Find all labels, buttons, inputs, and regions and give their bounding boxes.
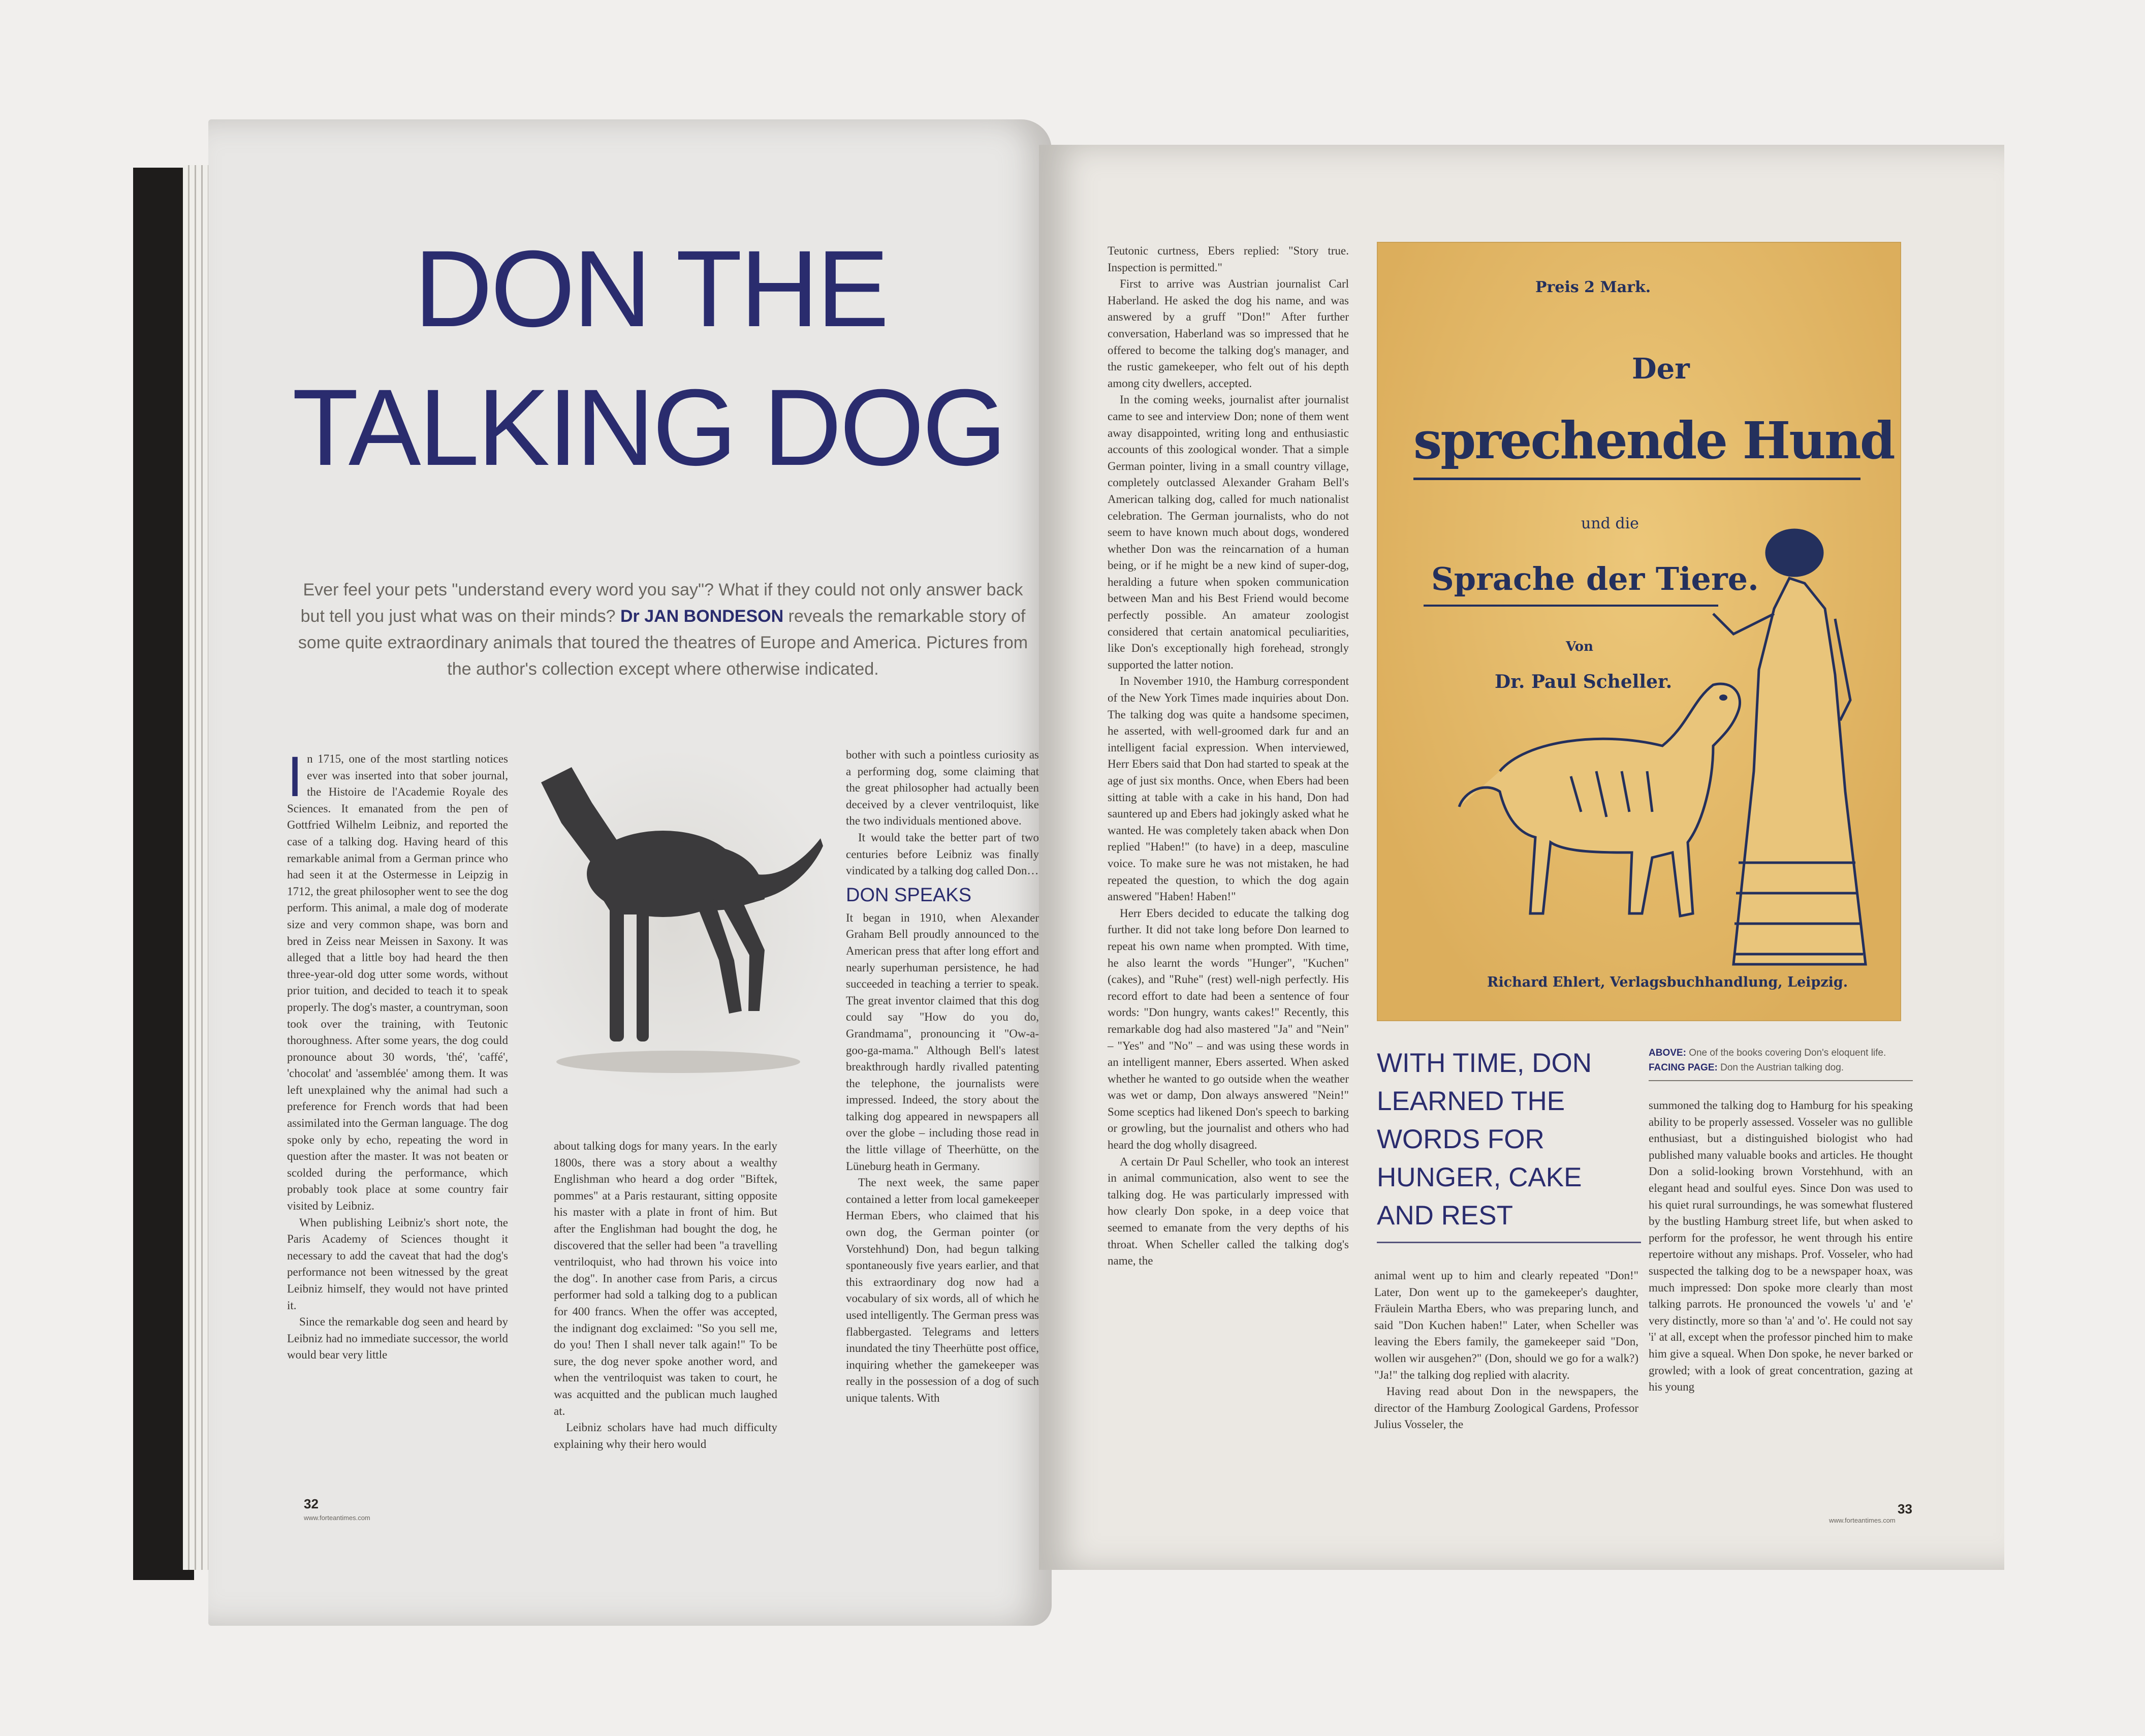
paragraph: Since the remarkable dog seen and heard by Leibniz had no immediate successor, the world would bear very little [287,1315,508,1362]
paragraph: First to arrive was Austrian journalist Carl Haberland. He asked the dog his name, and was answered by a gruff "Don!" After further conversation, Haberland was so impressed that he offered to become the talking dog's manager, and the rustic gamekeeper, who felt out of his depth among city dwellers, accepted. [1108,277,1349,390]
headline-line-1: DON THE [414,228,888,350]
paragraph: A certain Dr Paul Scheller, who took an interest in animal communication, also went to see the talking dog. He was particularly impressed with how clearly Don spoke, in a deep voice that seemed to emanate from the very depths of his throat. When Scheller called the talking dog's name, the [1108,1155,1349,1268]
cover-subtitle: Sprache der Tiere. [1431,560,1759,597]
left-column-1 [287,745,509,1364]
caption-facing-label: FACING PAGE: [1649,1062,1718,1073]
page-number-right: 33 [1898,1501,1912,1517]
standfirst-text-1: Ever feel your pets "understand every word you say"? What if they could not only answer back but tell you just what was on their minds? [300,580,1023,626]
caption-above-label: ABOVE: [1649,1048,1686,1058]
cover-author: Dr. Paul Scheller. [1495,671,1673,692]
dog-silhouette [511,747,836,1102]
paragraph: Herr Ebers decided to educate the talking dog further. It did not take long before Don learned to repeat his own name when prompted. With time, he also learnt the words "Hunger", "Kuchen" (cakes), and "Ruhe" (rest) well-nigh perfectly. His record effort to date had been a sentence of four words: "Don hungry, wants cakes!" Recently, this remarkable dog had also mastered "Ja" and "Nein" – "Yes" and "No" – and was using these words in an intelligent manner, Ebers asserted. When asked whether he wanted to go outside when the weather was wet or damp, Don always answered "Nein!" Some sceptics had likened Don's speech to barking or growling, but the journalist and others who had heard the dog wholly disagreed. [1108,906,1349,1152]
paragraph: In November 1910, the Hamburg correspondent of the New York Times made inquiries about Don. The talking dog was quite a handsome specimen, he asserted, with well-groomed dark fur and an intelligent facial expression. When interviewed, Herr Ebers said that Don had started to speak at the age of just six months. Once, when Ebers had been sitting at table with a cake in his hand, Don had sauntered up and Ebers had jokingly asked what he wanted. He was completely taken aback when Don replied "Haben!" (to have) in a deep, masculine voice. To make sure he was not mistaken, he had repeated the question, to which the dog again answered "Haben! Haben!" [1108,675,1349,903]
paragraph: When publishing Leibniz's short note, the Paris Academy of Sciences thought it necessary to add the caveat that had the dog's performance not been witnessed by the great Leibniz himself, they would not have printed it. [287,1216,508,1312]
paragraph: about talking dogs for many years. In the early 1800s, there was a story about a wealthy Englishman who heard a dog order "Biftek, pommes" at a Paris restaurant, sitting opposite his master with a plate in front of him. But after the Englishman had bought the dog, he discovered that the seller had been "a travelling ventriloquist, who had thrown his voice into the dog". In another case from Paris, a circus performer had sold a talking dog to a publican for 400 francs. When the offer was accepted, the indignant dog exclaimed: "So you sell me, do you! Then I shall never talk again!" To be sure, the dog never spoke another word, and when the ventriloquist was taken to court, he was acquitted and the publican much laughed at. [554,1140,777,1417]
photo-captions [1649,1046,1913,1081]
cover-von: Von [1566,639,1594,654]
headline-line-2: TALKING DOG [292,367,1005,488]
website-left: www.forteantimes.com [304,1514,370,1522]
paragraph: In the coming weeks, journalist after journalist came to see and interview Don; none of them went away disappointed, writing long and enthusiastic accounts of this zoological wonder. That a simple German pointer, living in a small country village, completely outclassed Alexander Graham Bell's American talking dog, called for much nationalist celebration. The German journalists, who do not seem to have known much about dogs, wondered whether Don was the reincarnation of a human being, or if he might be a new kind of super-dog, heralding a future when spoken communication between Man and his Best Friend would become perfectly possible. An amateur zoologist considered that certain anatomical peculiarities, like Don's exceptionally high forehead, strongly supported the latter notion. [1108,393,1349,671]
paragraph: It would take the better part of two centuries before Leibniz was finally vindicated by a talking dog called Don… [846,831,1039,877]
right-column-3 [1649,1097,1913,1396]
paragraph: Teutonic curtness, Ebers replied: "Story true. Inspection is permitted." [1108,244,1349,274]
cover-title-der: Der [1632,352,1690,386]
caption-above: One of the books covering Don's eloquent life. [1689,1048,1886,1058]
cover-title-main: sprechende Hund [1413,411,1894,470]
cover-rule-1 [1413,478,1860,480]
caption-facing: Don the Austrian talking dog. [1720,1062,1844,1073]
book-cover-image [1378,243,1900,1020]
standfirst [290,577,1036,682]
website-right: www.forteantimes.com [1829,1517,1896,1524]
paragraph: summoned the talking dog to Hamburg for his speaking ability to be properly assessed. Vosseler was no gullible enthusiast, but a distinguished biologist who had published many valuable books and articles. He thought Don a solid-looking brown Vorstehhund, with an elegant head and soulful eyes. Since Don was used to his quiet rural surroundings, he was somewhat flustered by the bustling Hamburg street life, but when asked to perform for the professor, he went through his entire repertoire without any mishaps. Prof. Vosseler, who had suspected the talking dog to be a newspaper hoax, was much impressed: Don spoke more clearly than most talking parrots. He pronounced the vowels 'u' and 'e' very distinctly, more so than 'a' and 'o'. He could not say 'i' at all, except when the professor pinched him to make him give a squeal. When Don spoke, he never barked or growled; with a look of great concentration, gazing at his young [1649,1099,1913,1394]
left-column-3 [846,747,1039,1407]
left-column-2 [554,1138,777,1453]
cover-und-die: und die [1581,515,1639,532]
cover-publisher: Richard Ehlert, Verlagsbuchhandlung, Leipzig. [1487,974,1848,990]
subhead-don-speaks: DON SPEAKS [846,884,972,906]
paragraph: bother with such a pointless curiosity as a performing dog, some claiming that the great philosopher had actually been deceived by a clever ventriloquist, like the two individuals mentioned above. [846,748,1039,828]
paragraph: Having read about Don in the newspapers, the director of the Hamburg Zoological Gardens, Professor Julius Vosseler, the [1374,1385,1638,1431]
paragraph: animal went up to him and clearly repeated "Don!" Later, Don went up to the gamekeeper's daughter, Fräulein Martha Ebers, who was preparing lunch, and said "Don Kuchen haben!" Later, when Scheller was leaving the Ebers family, the gamekeeper said "Don, wollen wir ausgehen?" (Don, should we go for a walk?) "Ja!" the talking dog replied with alacrity. [1374,1269,1638,1381]
cover-price: Preis 2 Mark. [1535,278,1651,296]
paragraph: It began in 1910, when Alexander Graham Bell proudly announced to the American press that after long effort and nearly superhuman persistence, he had succeeded in teaching a terrier to speak. The great inventor claimed that this dog could say "How do you do, Grandmama", pronouncing it "Ow-a-goo-ga-mama." Although Bell's latest breakthrough hardly rivalled patenting the telephone, the journalists were impressed. Indeed, the story about the talking dog appeared in newspapers all over the globe – including those read in the little village of Theerhütte, on the Lüneburg heath in Germany. [846,911,1039,1173]
page-number-left: 32 [304,1496,319,1511]
right-column-2 [1374,1268,1638,1433]
pull-quote: WITH TIME, DON LEARNED THE WORDS FOR HUNGER, CAKE AND REST [1377,1044,1641,1243]
right-column-1 [1108,243,1349,1270]
dog-photo [511,747,836,1102]
paragraph: Leibniz scholars have had much difficulty explaining why their hero would [554,1421,777,1450]
paragraph: In 1715, one of the most startling notices ever was inserted into that sober journal, the Histoire de l'Academie Royale des Sciences. It emanated from the pen of Gottfried Wilhelm Leibniz, and reported the case of a talking dog. Having heard of this remarkable animal from a German prince who had seen it at the Ostermesse in Leipzig in 1712, the great philosopher went to see the dog perform. This animal, a male dog of moderate size and very common shape, was born and bred in Zeiss near Meissen in Saxony. It was alleged that a little boy had heard the then three-year-old dog utter some words, without prior tuition, and decided to teach it to speak properly. The dog's master, a countryman, soon took over the training, with Teutonic thoroughness. After some years, the dog could pronounce about 30 words, 'thé', 'caffé', 'chocolat' and 'assemblée' among them. It was left unexplained why the animal had such a preference for French words that had been assimilated into the German language. The dog spoke only by echo, repeating the word in question after the master. It was not beaten or scolded during the performance, which probably took place at some country fair visited by Leibniz. [287,745,509,1213]
author-byline: Dr JAN BONDESON [620,607,784,626]
standfirst-text-2: reveals the remarkable story of some quite extraordinary animals that toured the theatres of Europe and America. Pictures from the author's collection except where otherwise indicated. [298,607,1028,679]
drop-cap: I [287,745,303,808]
cover-illustration [1449,507,1886,974]
paragraph: The next week, the same paper contained a letter from local gamekeeper Herman Ebers, who claimed that his own dog, the German pointer (or Vorstehhund) Don, had begun talking spontaneously five years earlier, and that this extraordinary dog now had a vocabulary of six words, all of which he used intelligently. The German press was flabbergasted. Telegrams and letters inundated the tiny Theerhütte post office, inquiring whether the gamekeeper was really in the possession of a dog of such unique talents. With [846,1176,1039,1404]
